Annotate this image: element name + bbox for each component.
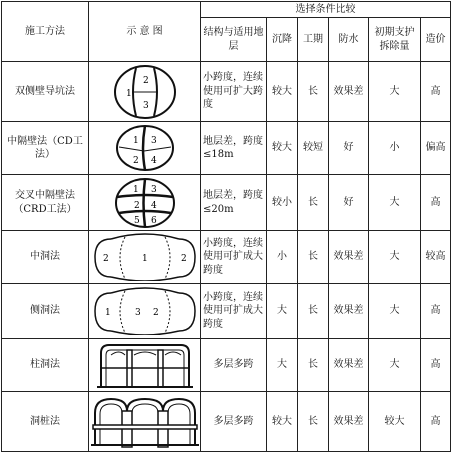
removal-cell: 较大 <box>369 392 421 452</box>
fig-label: 2 <box>181 254 187 264</box>
fig-label: 1 <box>125 88 132 99</box>
table-row <box>2 284 451 339</box>
fig-label: 2 <box>142 75 149 86</box>
header-cost: 造价 <box>421 18 451 62</box>
structure-cell: 地层差，跨度≤20m <box>201 175 267 231</box>
structure-cell: 小跨度，连续使用可扩成大跨度 <box>201 284 267 339</box>
settlement-cell: 较大 <box>267 122 298 175</box>
header-method: 施工方法 <box>2 2 89 62</box>
fig-label: 3 <box>135 308 141 318</box>
removal-cell: 大 <box>369 339 421 392</box>
settlement-cell: 较大 <box>267 392 298 452</box>
structure-cell: 小跨度，连续使用可扩成大跨度 <box>201 231 267 284</box>
center-drift-diagram <box>91 233 199 281</box>
method-cell: 侧洞法 <box>2 284 89 339</box>
duration-cell: 长 <box>298 392 329 452</box>
waterproof-cell: 效果差 <box>329 231 369 284</box>
method-cell: 洞桩法 <box>2 392 89 452</box>
side-drift-diagram <box>91 287 199 335</box>
header-removal: 初期支护拆除量 <box>369 18 421 62</box>
table-row <box>2 231 451 284</box>
header-diagram: 示 意 图 <box>89 2 201 62</box>
fig-label: 1 <box>142 254 148 264</box>
method-cell: 双侧壁导坑法 <box>2 62 89 122</box>
removal-cell: 大 <box>369 231 421 284</box>
waterproof-cell: 好 <box>329 122 369 175</box>
table-row <box>2 339 451 392</box>
settlement-cell: 小 <box>267 231 298 284</box>
fig-label: 1 <box>132 136 139 146</box>
diagram-cell <box>89 175 201 231</box>
fig-label: 2 <box>132 156 139 166</box>
cost-cell: 高 <box>421 339 451 392</box>
fig-label: 2 <box>153 308 159 318</box>
cost-cell: 偏高 <box>421 122 451 175</box>
duration-cell: 长 <box>298 175 329 231</box>
table-row <box>2 392 451 452</box>
crd-method-diagram <box>110 177 180 229</box>
fig-label: 6 <box>150 215 157 226</box>
diagram-cell <box>89 231 201 284</box>
cost-cell: 高 <box>421 392 451 452</box>
header-structure: 结构与适用地层 <box>201 18 267 62</box>
fig-label: 3 <box>150 184 157 195</box>
column-drift-diagram <box>93 341 197 389</box>
fig-label: 3 <box>150 136 157 146</box>
header-group: 选择条件比较 <box>201 2 451 18</box>
removal-cell: 大 <box>369 175 421 231</box>
waterproof-cell: 效果差 <box>329 339 369 392</box>
duration-cell: 长 <box>298 231 329 284</box>
fig-label: 1 <box>105 308 111 318</box>
structure-cell: 多层多跨 <box>201 392 267 452</box>
fig-label: 2 <box>103 254 109 264</box>
fig-label: 4 <box>150 200 157 211</box>
diagram-cell <box>89 284 201 339</box>
settlement-cell: 大 <box>267 284 298 339</box>
fig-label: 3 <box>142 100 149 111</box>
waterproof-cell: 好 <box>329 175 369 231</box>
double-side-drift-diagram <box>110 64 180 120</box>
table-row <box>2 122 451 175</box>
duration-cell: 长 <box>298 62 329 122</box>
method-cell: 交叉中隔壁法（CRD工法） <box>2 175 89 231</box>
cost-cell: 较高 <box>421 231 451 284</box>
settlement-cell: 较大 <box>267 62 298 122</box>
diagram-cell <box>89 62 201 122</box>
duration-cell: 较短 <box>298 122 329 175</box>
duration-cell: 长 <box>298 284 329 339</box>
header-settlement: 沉降 <box>267 18 298 62</box>
fig-label: 5 <box>133 215 140 226</box>
cost-cell: 高 <box>421 62 451 122</box>
structure-cell: 小跨度，连续使用可扩大跨度 <box>201 62 267 122</box>
cd-method-diagram <box>110 124 180 172</box>
fig-label: 4 <box>150 156 157 166</box>
table-row <box>2 62 451 122</box>
header-duration: 工期 <box>298 18 329 62</box>
diagram-cell <box>89 122 201 175</box>
fig-label: 2 <box>133 200 140 211</box>
structure-cell: 多层多跨 <box>201 339 267 392</box>
waterproof-cell: 效果差 <box>329 62 369 122</box>
table-row <box>2 175 451 231</box>
removal-cell: 大 <box>369 284 421 339</box>
diagram-cell <box>89 392 201 452</box>
structure-cell: 地层差，跨度≤18m <box>201 122 267 175</box>
fig-label: 1 <box>132 184 139 195</box>
waterproof-cell: 效果差 <box>329 392 369 452</box>
header-waterproof: 防水 <box>329 18 369 62</box>
method-cell: 柱洞法 <box>2 339 89 392</box>
pile-drift-diagram <box>91 395 199 449</box>
duration-cell: 长 <box>298 339 329 392</box>
removal-cell: 大 <box>369 62 421 122</box>
cost-cell: 高 <box>421 284 451 339</box>
comparison-table <box>1 1 451 452</box>
removal-cell: 小 <box>369 122 421 175</box>
method-cell: 中隔壁法（CD工法） <box>2 122 89 175</box>
waterproof-cell: 效果差 <box>329 284 369 339</box>
method-cell: 中洞法 <box>2 231 89 284</box>
settlement-cell: 较小 <box>267 175 298 231</box>
cost-cell: 高 <box>421 175 451 231</box>
settlement-cell: 大 <box>267 339 298 392</box>
diagram-cell <box>89 339 201 392</box>
